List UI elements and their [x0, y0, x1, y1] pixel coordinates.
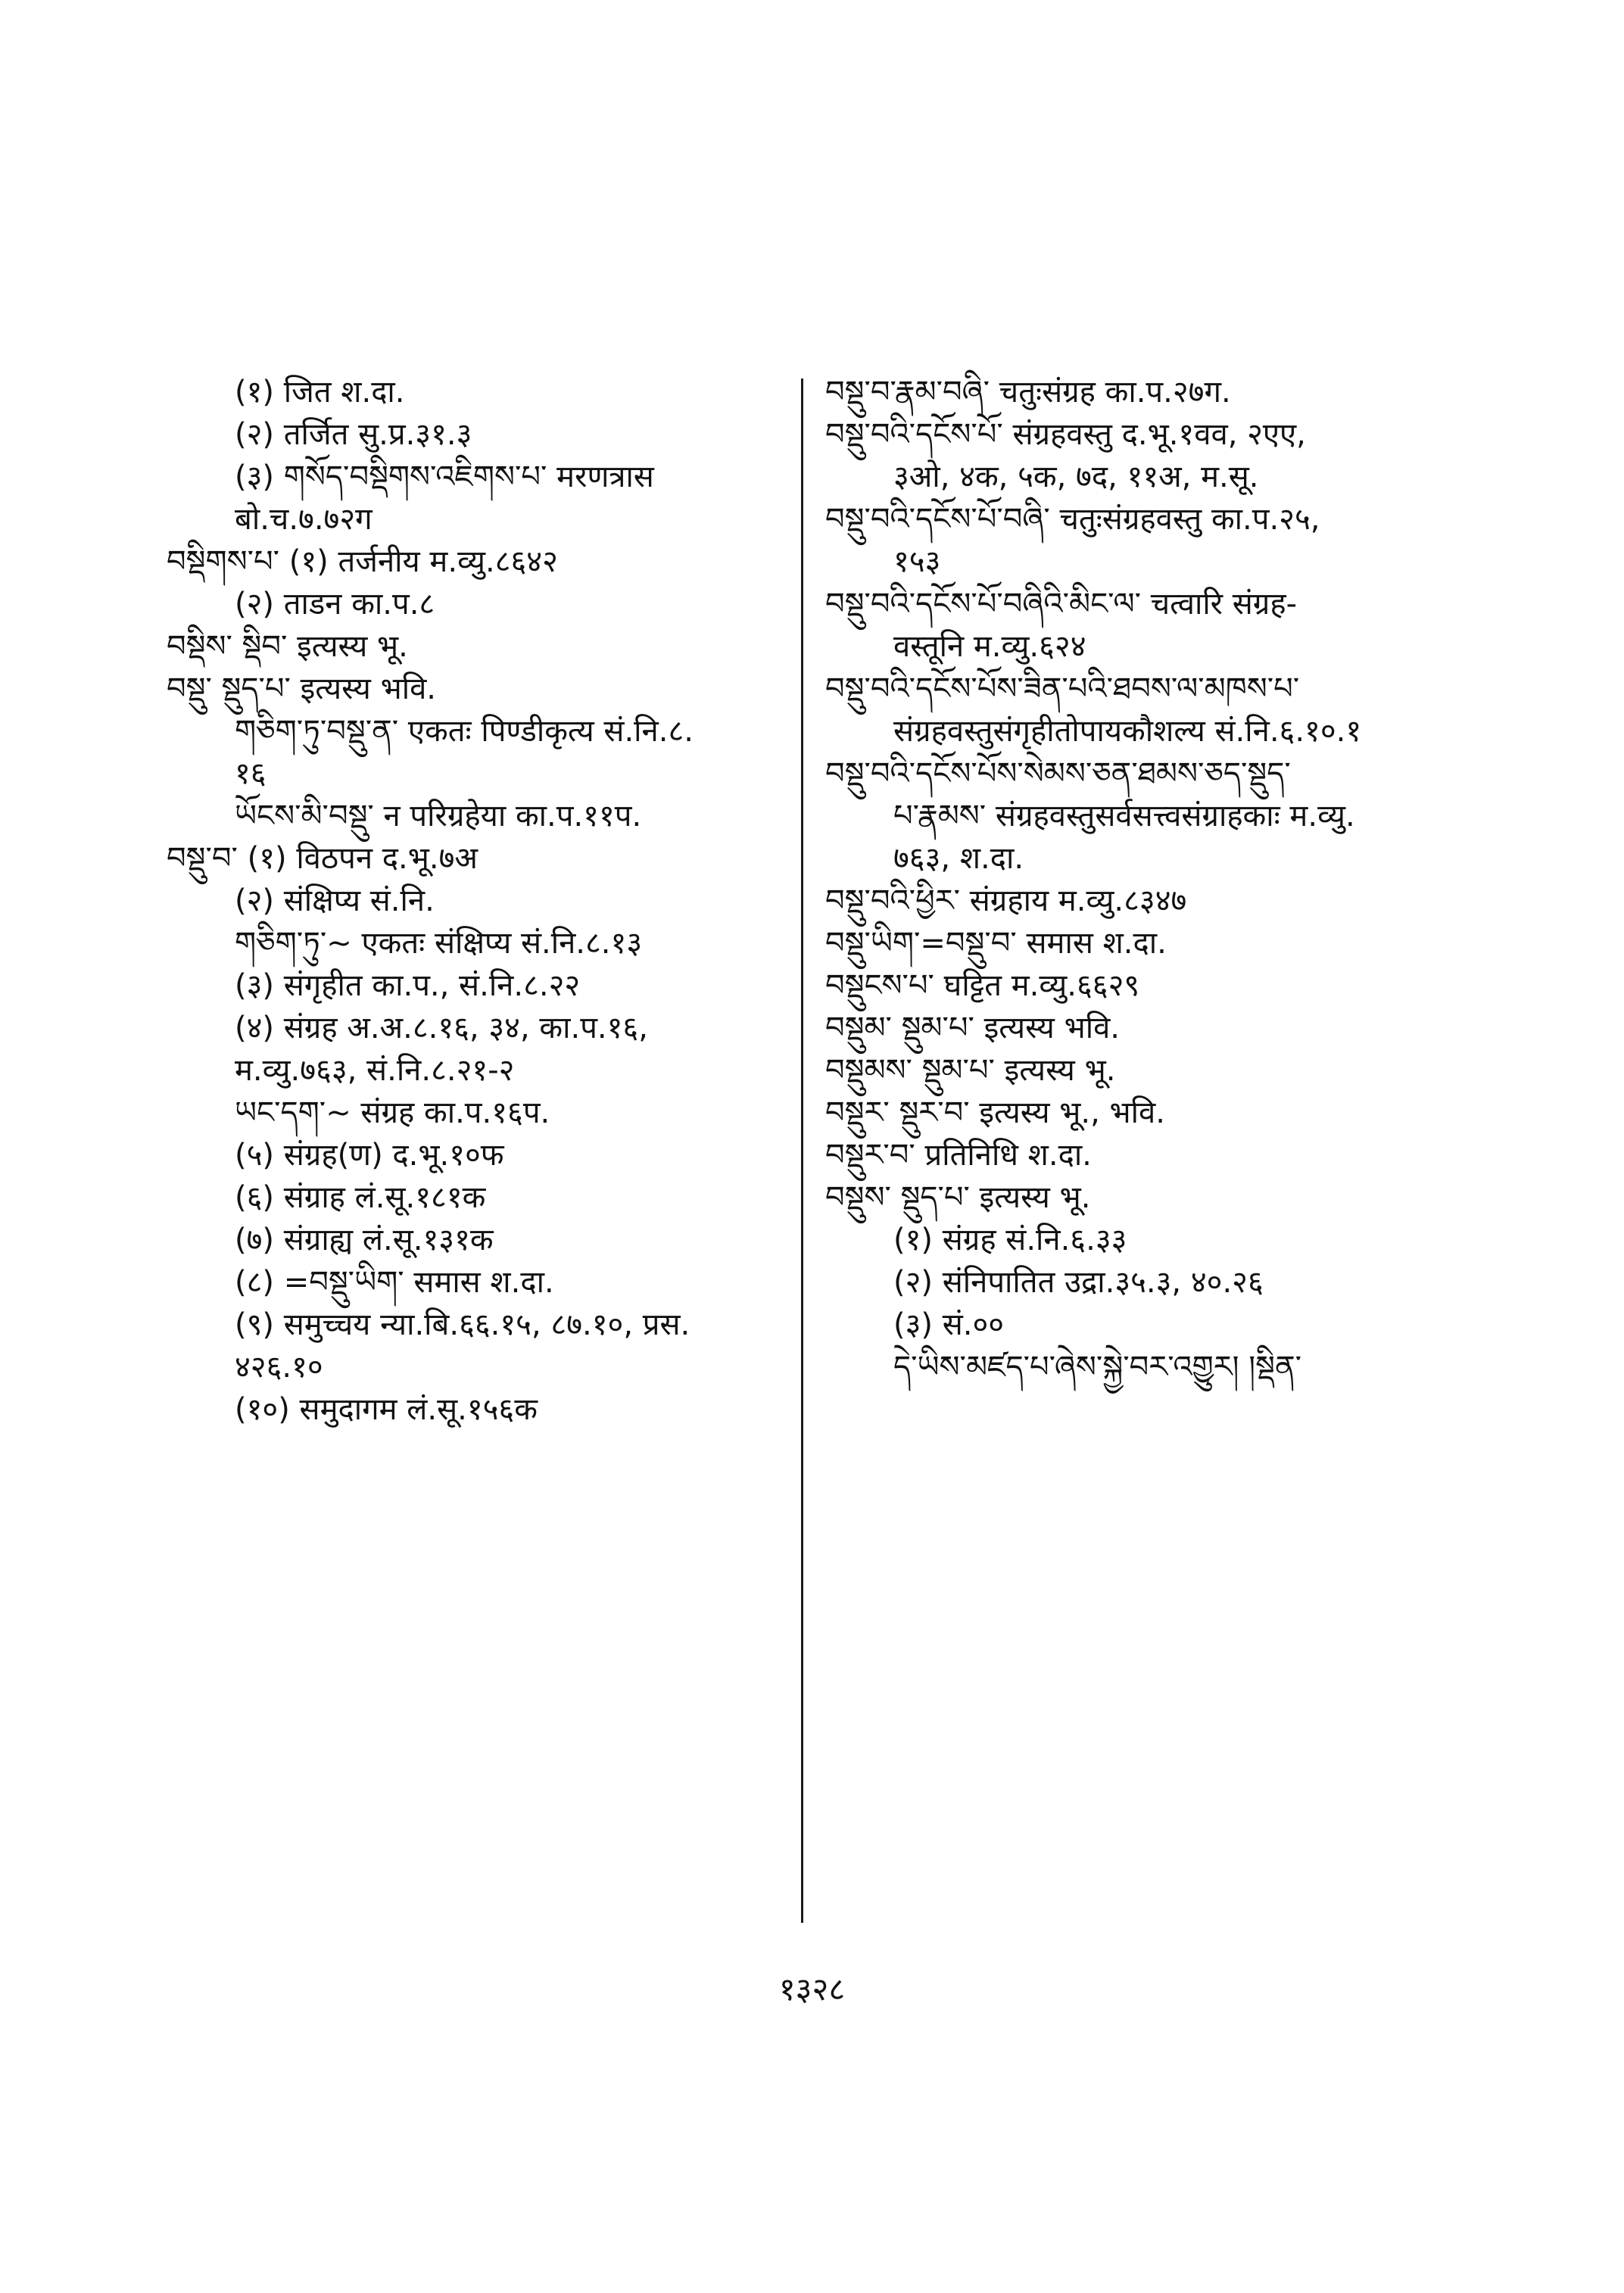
headword-line: བསྡུ་བ་ (१) विठपन द.भू.७अ — [167, 841, 478, 876]
entry-line: (९) समुच्चय न्या.बि.६६.१५, ८७.१०, प्रस. — [235, 1307, 690, 1342]
entry-line: ཡོངས་མི་བསྡུ་ न परिग्रहेया का.प.११प. — [235, 799, 642, 833]
entry-line: པ་རྣམས་ संग्रहवस्तुसर्वसत्त्वसंग्राहकाः म.व्यु. — [893, 799, 1355, 833]
page-number: १३२८ — [778, 1971, 846, 2008]
headword-line: བསྡུ་བའི་དངོས་པོས་ཟིན་པའི་ཐབས་ལ་མཁས་པ་ — [825, 671, 1300, 706]
entry-line: ७६३, श.दा. — [893, 841, 1024, 876]
entry-line: (२) संनिपातित उद्रा.३५.३, ४०.२६ — [893, 1265, 1264, 1300]
headword-line: བསྡུམས་ སྡུམ་པ་ इत्यस्य भू. — [825, 1053, 1116, 1088]
headword-line: བསྡུར་བ་ प्रतिनिधि श.दा. — [825, 1138, 1092, 1173]
entry-line: (३) सं.०० — [893, 1307, 1005, 1342]
entry-line: (२) तर्जित सु.प्र.३१.३ — [235, 417, 472, 452]
headword-line: བསྡུ་ཡིག་=བསྡུ་བ་ समास श.दा. — [825, 926, 1167, 961]
entry-line: (१) जित श.दा. — [235, 375, 405, 410]
entry-line: (२) संक्षिप्य सं.नि. — [235, 883, 435, 918]
entry-line: (५) संग्रह(ण) द.भू.१०फ — [235, 1138, 504, 1173]
entry-line: ३ओ, ४क, ५क, ७द, ११अ, म.सू. — [893, 460, 1259, 494]
entry-line: १६ — [235, 756, 267, 791]
entry-line: म.व्यु.७६३, सं.नि.८.२१-२ — [235, 1053, 515, 1088]
entry-line: (२) ताडन का.प.८ — [235, 587, 435, 622]
entry-line: (३) གསོད་བསྡིགས་འཇིགས་པ་ मरणत्रास — [235, 460, 654, 494]
entry-line: (७) संग्राह्य लं.सू.१३१क — [235, 1223, 494, 1257]
left-column — [167, 371, 787, 1976]
headword-line: བསྡུ་བའི་དངོས་པོ་བཞི་ चतुःसंग्रहवस्तु का.प.२५, — [825, 502, 1320, 537]
entry-line: (१०) समुदागम लं.सू.१५६क — [235, 1392, 538, 1427]
headword-line: བསྡིགས་པ་ (१) तर्जनीय म.व्यु.८६४२ — [167, 544, 558, 579]
entry-line: དེ་ཡིས་མཛད་པ་ཞེས་སྐྱེ་བར་འགྱུར། །སྡིན་ — [893, 1350, 1302, 1385]
entry-line: ཡང་དག་~ संग्रह का.प.१६प. — [235, 1095, 550, 1130]
headword-line: བསྡིས་ སྡིབ་ इत्यस्य भू. — [167, 629, 408, 664]
entry-line: बो.च.७.७२ग — [235, 502, 372, 537]
headword-line: བསྡུ་བའི་དངོས་པོས་སེམས་ཅན་ཐམས་ཅད་སྡུད་ — [825, 756, 1291, 791]
entry-line: १५३ — [893, 544, 941, 579]
headword-line: བསྡུ་བ་རྣམ་བཞི་ चतुःसंग्रह का.प.२७ग. — [825, 375, 1231, 410]
entry-line: (३) संगृहीत का.प., सं.नि.८.२२ — [235, 968, 581, 1003]
entry-line: वस्तूनि म.व्यु.६२४ — [893, 629, 1086, 664]
headword-line: བསྡུར་ སྡུར་བ་ इत्यस्य भू., भवि. — [825, 1095, 1165, 1130]
entry-line: संग्रहवस्तुसंगृहीतोपायकौशल्य सं.नि.६.१०.१ — [893, 714, 1362, 749]
entry-line: (६) संग्राह लं.सू.१८१क — [235, 1180, 486, 1215]
headword-line: བསྡུ་བའི་ཕྱིར་ संग्रहाय म.व्यु.८३४७ — [825, 883, 1187, 918]
headword-line: བསྡུ་བའི་དངོས་པོ་ संग्रहवस्तु द.भू.१वव, २एए, — [825, 417, 1306, 452]
entry-line: (८) =བསྡུ་ཡིག་ समास श.दा. — [235, 1265, 554, 1300]
right-column — [825, 371, 1454, 1976]
column-divider — [801, 379, 803, 1923]
entry-line: (१) संग्रह सं.नि.६.३३ — [893, 1223, 1127, 1257]
entry-line: གཅིག་ཏུ་~ एकतः संक्षिप्य सं.नि.८.१३ — [235, 926, 643, 961]
entry-line: གཅིག་ཏུ་བསྡུ་ན་ एकतः पिण्डीकृत्य सं.नि.८. — [235, 714, 694, 749]
entry-line: (४) संग्रह अ.अ.८.१६, ३४, का.प.१६, — [235, 1011, 648, 1045]
headword-line: བསྡུམ་ སྡུམ་པ་ इत्यस्य भवि. — [825, 1011, 1121, 1045]
entry-line: ४२६.१० — [235, 1350, 323, 1385]
headword-line: བསྡུས་ སྡུད་པ་ इत्यस्य भू. — [825, 1180, 1091, 1215]
headword-line: བསྡུངས་པ་ घट्टित म.व्यु.६६२९ — [825, 968, 1140, 1003]
headword-line: བསྡུ་ སྡུད་པ་ इत्यस्य भवि. — [167, 671, 437, 706]
headword-line: བསྡུ་བའི་དངོས་པོ་བཞིའི་མིང་ལ་ चत्वारि संग्रह- — [825, 587, 1298, 622]
